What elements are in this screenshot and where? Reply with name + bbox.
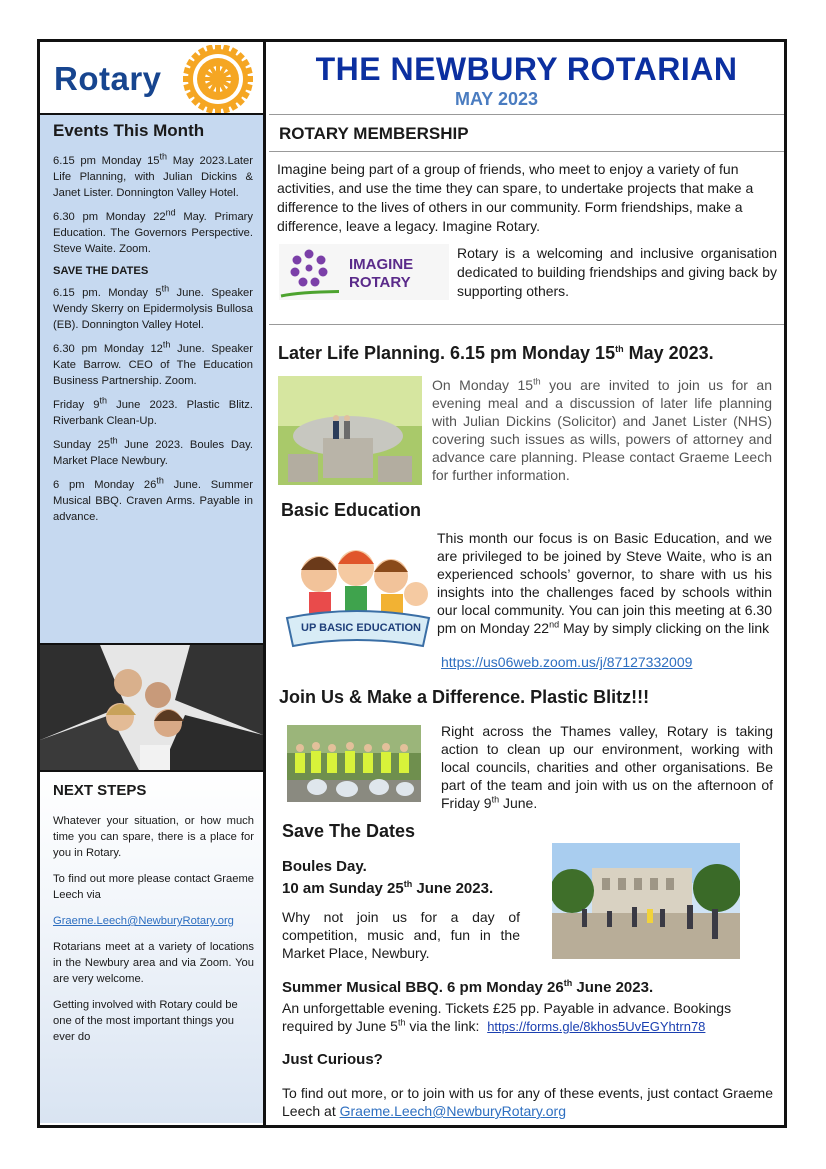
save-item: Sunday 25th June 2023. Boules Day. Market Place Newbury. [53,435,253,467]
team-huddle-photo [40,645,263,772]
events-panel [40,115,263,645]
save-the-dates-heading: Save The Dates [282,821,416,841]
plastic-blitz-heading: Join Us & Make a Difference. Plastic Blitz!!! [279,687,650,707]
next-steps-text: Rotarians meet at a variety of locations in the Newbury area and via Zoom. You are very welcome. [53,941,254,985]
next-steps-heading: NEXT STEPS [53,782,147,799]
boules-market-photo [552,843,740,959]
membership-heading: ROTARY MEMBERSHIP [269,115,784,152]
save-dates-heading: SAVE THE DATES [53,265,149,277]
later-life-heading: Later Life Planning. 6.15 pm Monday 15th May 2023. [278,343,714,363]
just-curious-heading: Just Curious? [282,1051,383,1068]
issue-date: MAY 2023 [454,89,539,109]
rotary-word: ROTARY [349,274,411,291]
bbq-booking-link[interactable]: https://forms.gle/8khos5UvEGYhtrn78 [487,1019,706,1034]
just-curious-text: To find out more, or to join with us for any of these events, just contact Graeme Leech at Graeme.Leech@NewburyRotary.org [282,1085,773,1119]
curious-email-link[interactable]: Graeme.Leech@NewburyRotary.org [339,1103,566,1119]
imagine-rotary-logo [279,244,449,300]
newsletter-frame [37,39,787,1128]
next-steps-text: Getting involved with Rotary could be one of the most important things you ever do [53,999,238,1043]
coins-photo [278,376,422,485]
plastic-blitz-photo [287,725,421,802]
membership-section [269,152,784,325]
basic-education-text: This month our focus is on Basic Education, and we are privileged to be joined by Steve Waite, who is an experienced schools’ governor, to share with us his insights into the challenges faced by schools within our local community. You can join this meeting at 6.30 pm on Monday 22nd May by simply clicking on the link [437,530,772,636]
basic-education-heading: Basic Education [281,500,422,520]
right-column [269,42,784,1125]
zoom-meeting-link[interactable]: https://us06web.zoom.us/j/87127332009 [441,654,693,670]
event-item: 6.30 pm Monday 22nd May. Primary Education. The Governors Perspective. Steve Waite. Zoom. [53,207,253,255]
next-steps-email-line [53,913,254,929]
newsletter-title: THE NEWBURY ROTARIAN [315,51,738,87]
save-item: 6.30 pm Monday 12th June. Speaker Kate Barrow. CEO of The Education Business Partnership. Zoom. [53,339,253,387]
imagine-flower-icon [279,244,339,300]
next-steps-text: Whatever your situation, or how much time you can spare, there is a place for you in Rotary. [53,815,254,859]
contact-email-link[interactable]: Graeme.Leech@NewburyRotary.org [53,915,234,927]
save-item: Friday 9th June 2023. Plastic Blitz. Riverbank Clean-Up. [53,395,253,427]
save-item: 6 pm Monday 26th June. Summer Musical BBQ. Craven Arms. Payable in advance. [53,475,253,523]
basic-education-banner: UP BASIC EDUCATION [301,622,421,634]
later-life-text: On Monday 15th you are invited to join us for an evening meal and a discussion of later life planning with Julian Dickins (Solicitor) and Janet Lister (NHS) covering such issues as wills, powers of attorney and advance care planning. Please contact Graeme Leech for further information. [432,376,772,483]
events-heading: Events This Month [53,121,205,140]
logo-text: Rotary [54,60,162,97]
zoom-link-line [441,653,692,671]
boules-text: Why not join us for a day of competition, music and, fun in the Market Place, Newbury. [282,909,520,961]
membership-lead: Imagine being part of a group of friends, who meet to enjoy a variety of fun activities, and use the time they can spare, to undertake projects that make a difference to the lives of others in our community. Form friendships, make a difference, leave a legacy. Imagine Rotary. [277,161,754,234]
bbq-text: An unforgettable evening. Tickets £25 pp. Payable in advance. Bookings required by June 5th via the link: https://forms.gle/8khos5UvEGYhtrn78 [282,1000,732,1034]
plastic-blitz-text: Right across the Thames valley, Rotary is taking action to clean up our environment, working with local councils, charities and other organisations. Be part of the team and join with us on the afternoon of Friday 9th June. [441,723,773,811]
imagine-word: IMAGINE [349,256,414,273]
boules-heading: Boules Day. 10 am Sunday 25th June 2023. [282,858,494,897]
left-column [40,42,266,1125]
bbq-heading: Summer Musical BBQ. 6 pm Monday 26th June 2023. [282,978,654,996]
save-item: 6.15 pm. Monday 5th June. Speaker Wendy Skerry on Epidermolysis Bullosa (EB). Donnington Valley Hotel. [53,283,253,331]
event-item: 6.15 pm Monday 15th May 2023.Later Life Planning, with Julian Dickins & Janet Lister. Donnington Valley Hotel. [53,151,253,199]
masthead [269,42,784,115]
basic-education-illustration [281,534,431,664]
membership-side-text: Rotary is a welcoming and inclusive organisation dedicated to building friendships and giving back by supporting others. [457,245,777,299]
next-steps-text: To find out more please contact Graeme Leech via [53,873,254,901]
next-steps-panel [40,772,263,1123]
